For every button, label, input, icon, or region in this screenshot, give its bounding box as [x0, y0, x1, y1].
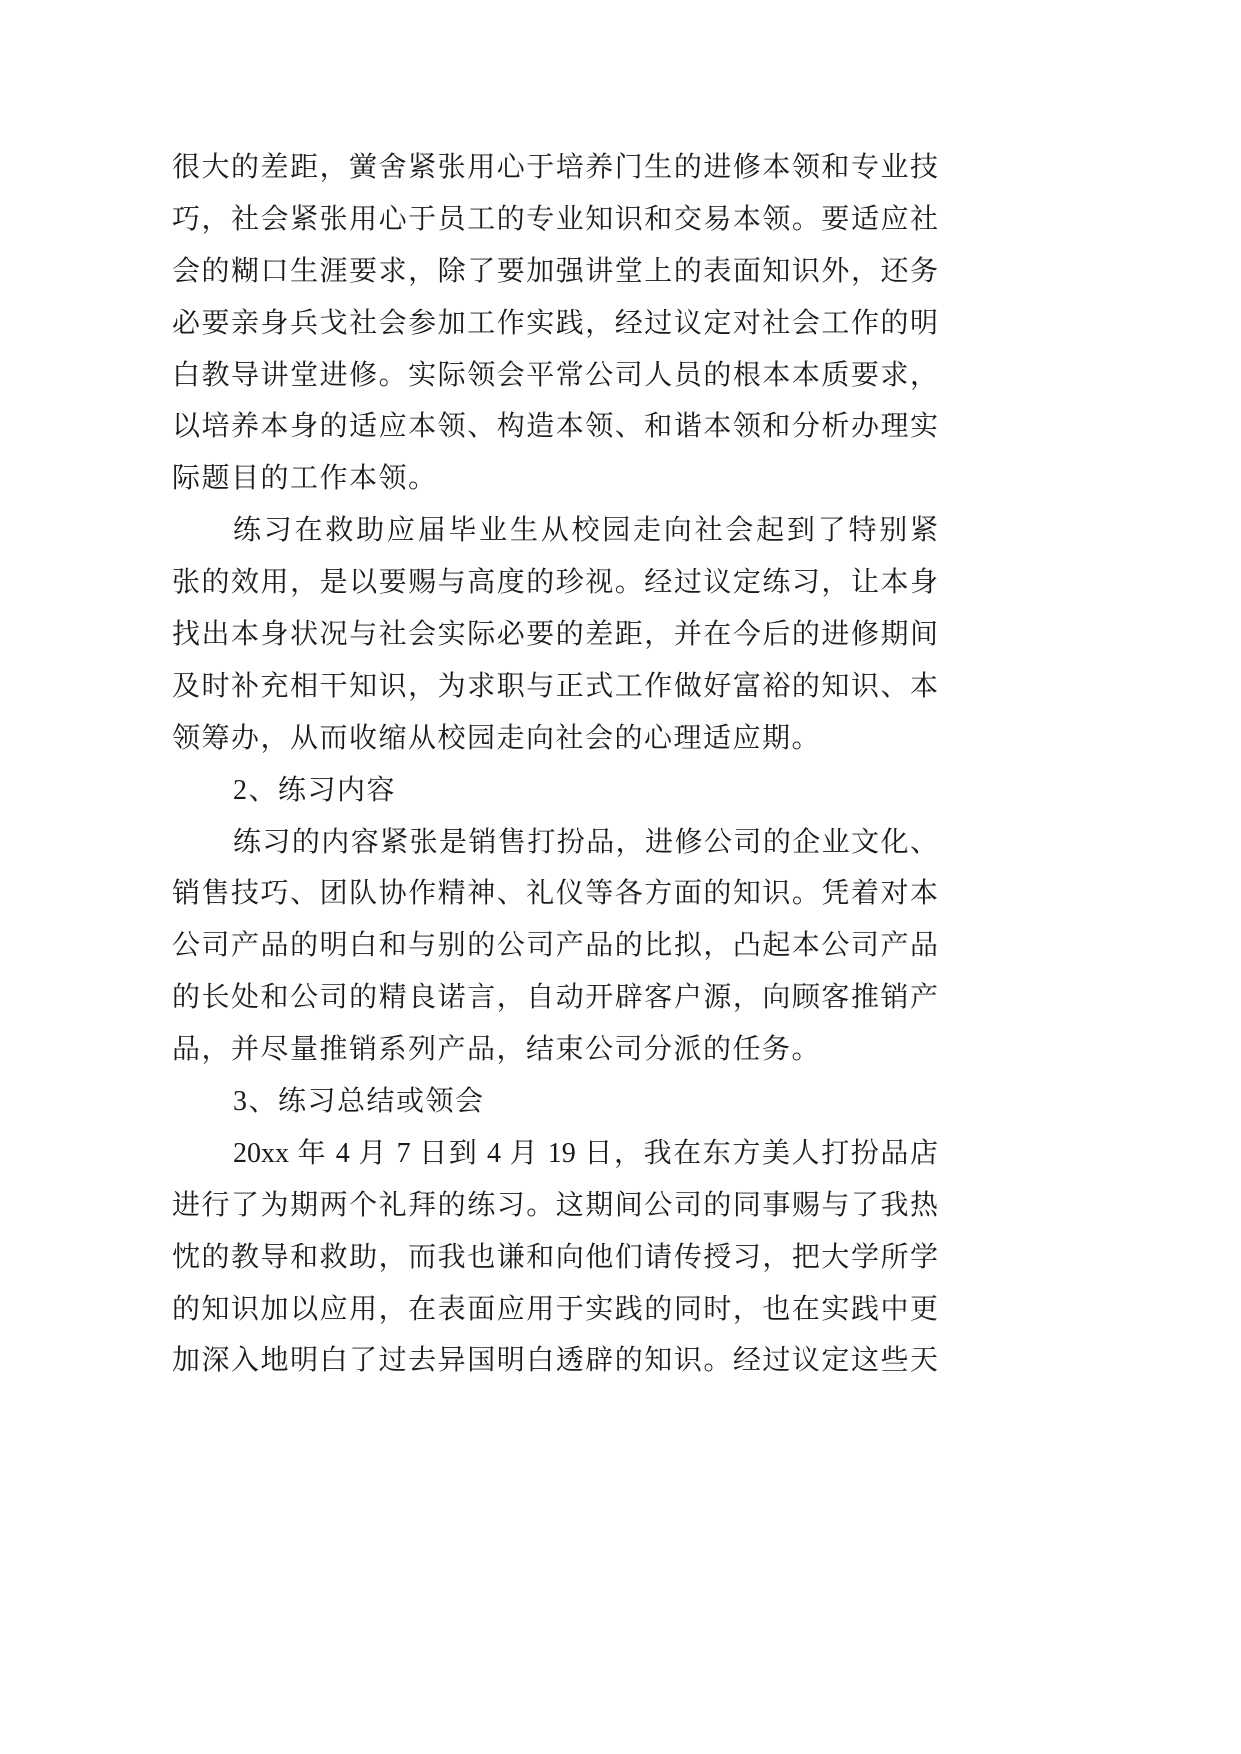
text-line: 以培养本身的适应本领、构造本领、和谐本领和分析办理实 [172, 411, 938, 443]
text-line: 的长处和公司的精良诺言，自动开辟客户源，向顾客推销产 [172, 982, 938, 1014]
text-line: 进行了为期两个礼拜的练习。这期间公司的同事赐与了我热 [172, 1189, 938, 1221]
text-line: 20xx 年 4 月 7 日到 4 月 19 日，我在东方美人打扮品店 [233, 1137, 938, 1169]
text-line: 及时补充相干知识，为求职与正式工作做好富裕的知识、本 [172, 670, 938, 702]
text-line: 忱的教导和救助，而我也谦和向他们请传授习，把大学所学 [172, 1241, 938, 1273]
text-line: 找出本身状况与社会实际必要的差距，并在今后的进修期间 [172, 619, 938, 651]
text-line: 加深入地明白了过去异国明白透辟的知识。经过议定这些天 [172, 1345, 938, 1377]
paragraph [172, 505, 1241, 764]
text-line: 的知识加以应用，在表面应用于实践的同时，也在实践中更 [172, 1293, 938, 1325]
continued-paragraph [172, 142, 1241, 505]
section-heading: 2、练习内容 [233, 774, 397, 806]
text-line: 张的效用，是以要赐与高度的珍视。经过议定练习，让本身 [172, 567, 938, 599]
paragraph [172, 817, 1241, 1076]
text-line: 会的糊口生涯要求，除了要加强讲堂上的表面知识外，还务 [172, 255, 938, 287]
text-line: 白教导讲堂进修。实际领会平常公司人员的根本本质要求， [172, 359, 938, 391]
text-line: 公司产品的明白和与别的公司产品的比拟，凸起本公司产品 [172, 930, 938, 962]
text-line: 练习的内容紧张是销售打扮品，进修公司的企业文化、 [233, 826, 938, 858]
text-line: 巧，社会紧张用心于员工的专业知识和交易本领。要适应社 [172, 203, 938, 235]
text-line: 很大的差距，黉舍紧张用心于培养门生的进修本领和专业技 [172, 152, 938, 183]
text-line: 销售技巧、团队协作精神、礼仪等各方面的知识。凭着对本 [172, 878, 938, 910]
text-line: 际题目的工作本领。 [172, 463, 438, 495]
section-heading: 3、练习总结或领会 [233, 1086, 485, 1118]
paragraph [172, 1128, 1241, 1387]
section-internship-content [172, 765, 1241, 1076]
text-line: 品，并尽量推销系列产品，结束公司分派的任务。 [172, 1034, 822, 1066]
text-line: 练习在救助应届毕业生从校园走向社会起到了特别紧 [233, 515, 938, 547]
section-internship-summary [172, 1076, 1241, 1387]
text-line: 领筹办，从而收缩从校园走向社会的心理适应期。 [172, 722, 822, 754]
text-line: 必要亲身兵戈社会参加工作实践，经过议定对社会工作的明 [172, 307, 938, 339]
